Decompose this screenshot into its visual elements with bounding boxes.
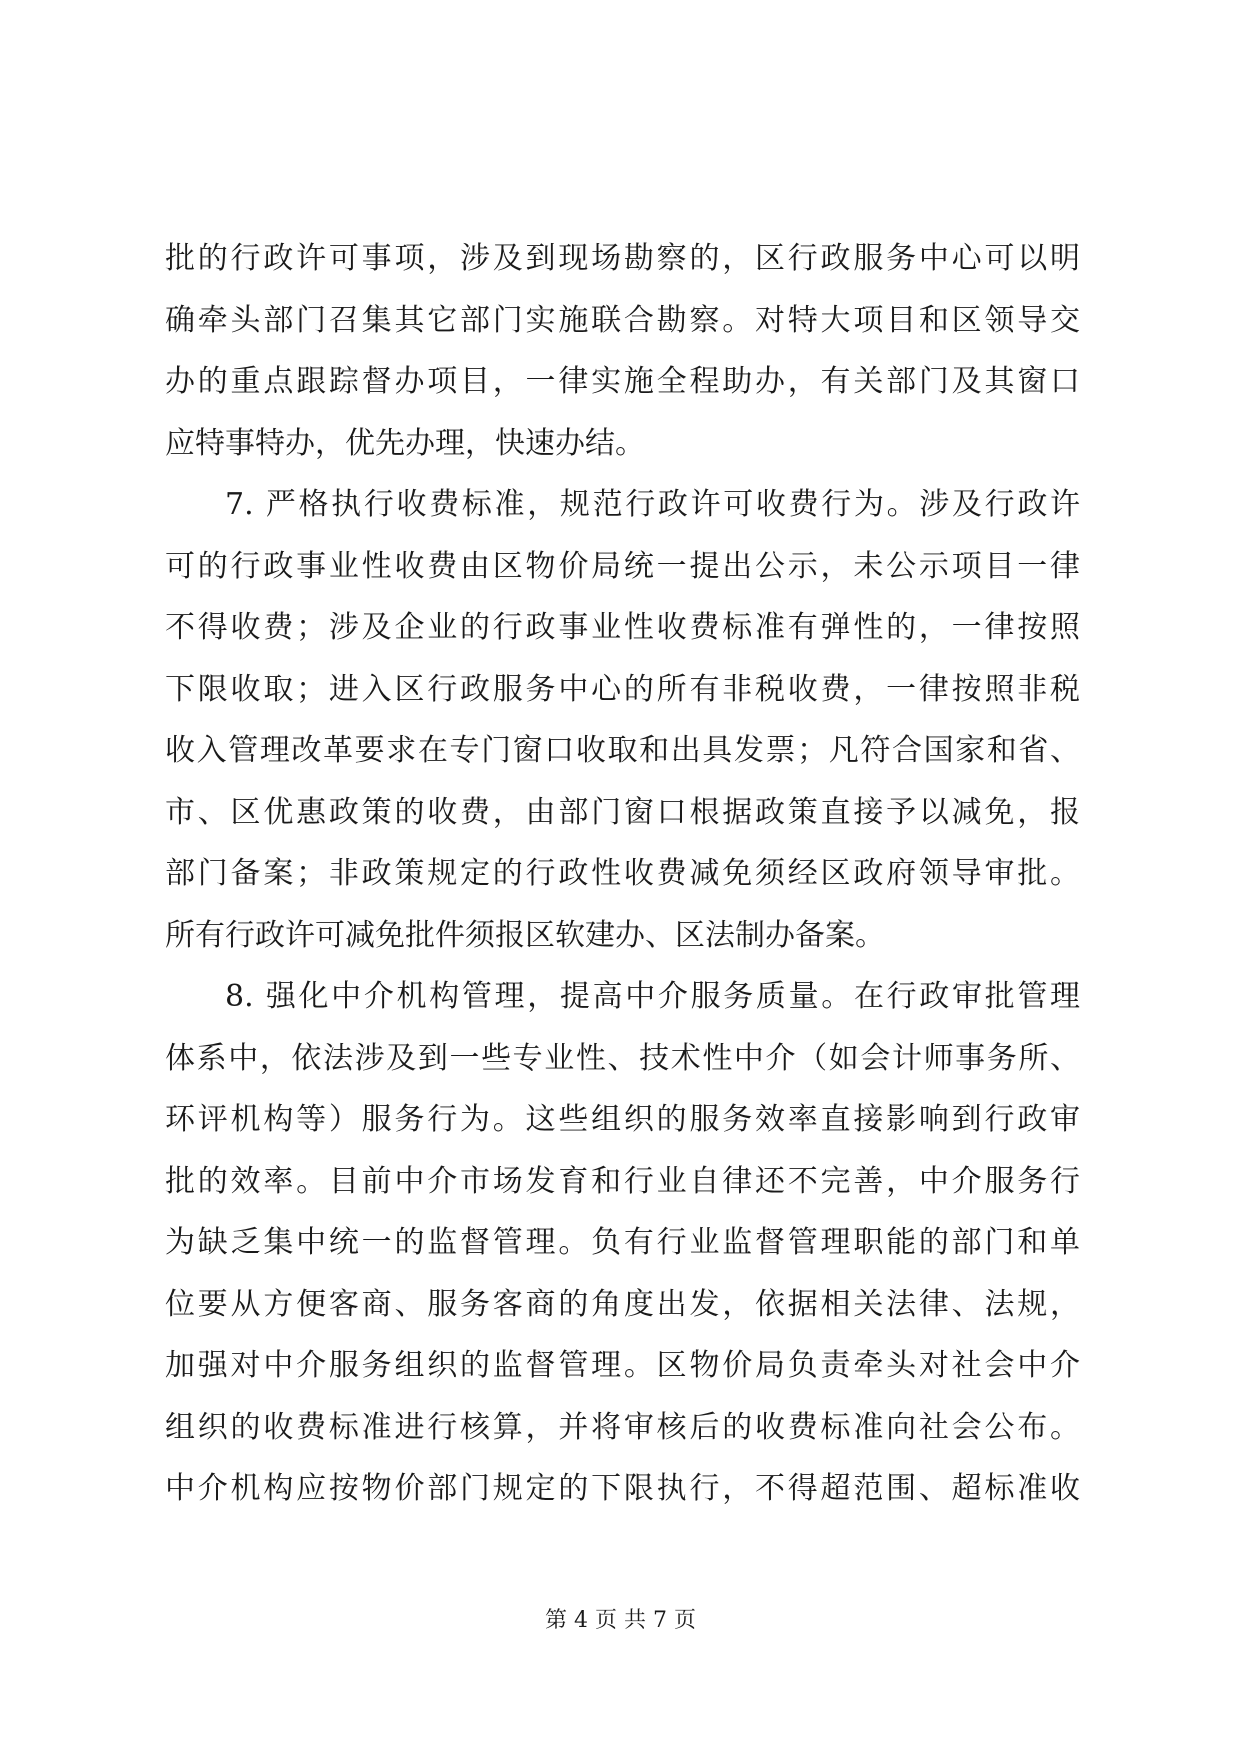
body-text: [165, 228, 1080, 1520]
text-line: 收入管理改革要求在专门窗口收取和出具发票；凡符合国家和省、: [165, 733, 1080, 768]
paragraph-7-first-line: 7. 严格执行收费标准，规范行政许可收费行为。涉及行政许: [225, 487, 1080, 522]
text-line: 加强对中介服务组织的监督管理。区物价局负责牵头对社会中介: [165, 1348, 1080, 1383]
text-line: 部门备案；非政策规定的行政性收费减免须经区政府领导审批。: [165, 856, 1080, 891]
text-line: 为缺乏集中统一的监督管理。负有行业监督管理职能的部门和单: [165, 1225, 1080, 1260]
text-line: 市、区优惠政策的收费，由部门窗口根据政策直接予以减免，报: [165, 794, 1080, 830]
text-line: 组织的收费标准进行核算，并将审核后的收费标准向社会公布。: [165, 1409, 1080, 1445]
page-number-footer: 第 4 页 共 7 页: [545, 1608, 696, 1633]
text-line: 位要从方便客商、服务客商的角度出发，依据相关法律、法规，: [165, 1286, 1080, 1322]
text-line: 确牵头部门召集其它部门实施联合勘察。对特大项目和区领导交: [165, 302, 1080, 338]
text-line: 应特事特办，优先办理，快速办结。: [165, 425, 645, 461]
text-line: 批的行政许可事项，涉及到现场勘察的，区行政服务中心可以明: [165, 241, 1080, 276]
text-line: 下限收取；进入区行政服务中心的所有非税收费，一律按照非税: [165, 671, 1080, 707]
text-line: 不得收费；涉及企业的行政事业性收费标准有弹性的，一律按照: [165, 610, 1080, 645]
text-line: 所有行政许可减免批件须报区软建办、区法制办备案。: [165, 917, 885, 953]
text-line: 办的重点跟踪督办项目，一律实施全程助办，有关部门及其窗口: [165, 364, 1080, 399]
text-line: 环评机构等）服务行为。这些组织的服务效率直接影响到行政审: [165, 1102, 1080, 1137]
text-line: 中介机构应按物价部门规定的下限执行，不得超范围、超标准收: [165, 1471, 1080, 1506]
paragraph-8-first-line: 8. 强化中介机构管理，提高中介服务质量。在行政审批管理: [225, 979, 1080, 1014]
text-line: 可的行政事业性收费由区物价局统一提出公示，未公示项目一律: [165, 548, 1080, 584]
text-line: 批的效率。目前中介市场发育和行业自律还不完善，中介服务行: [165, 1163, 1080, 1199]
text-line: 体系中，依法涉及到一些专业性、技术性中介（如会计师事务所、: [165, 1040, 1080, 1076]
